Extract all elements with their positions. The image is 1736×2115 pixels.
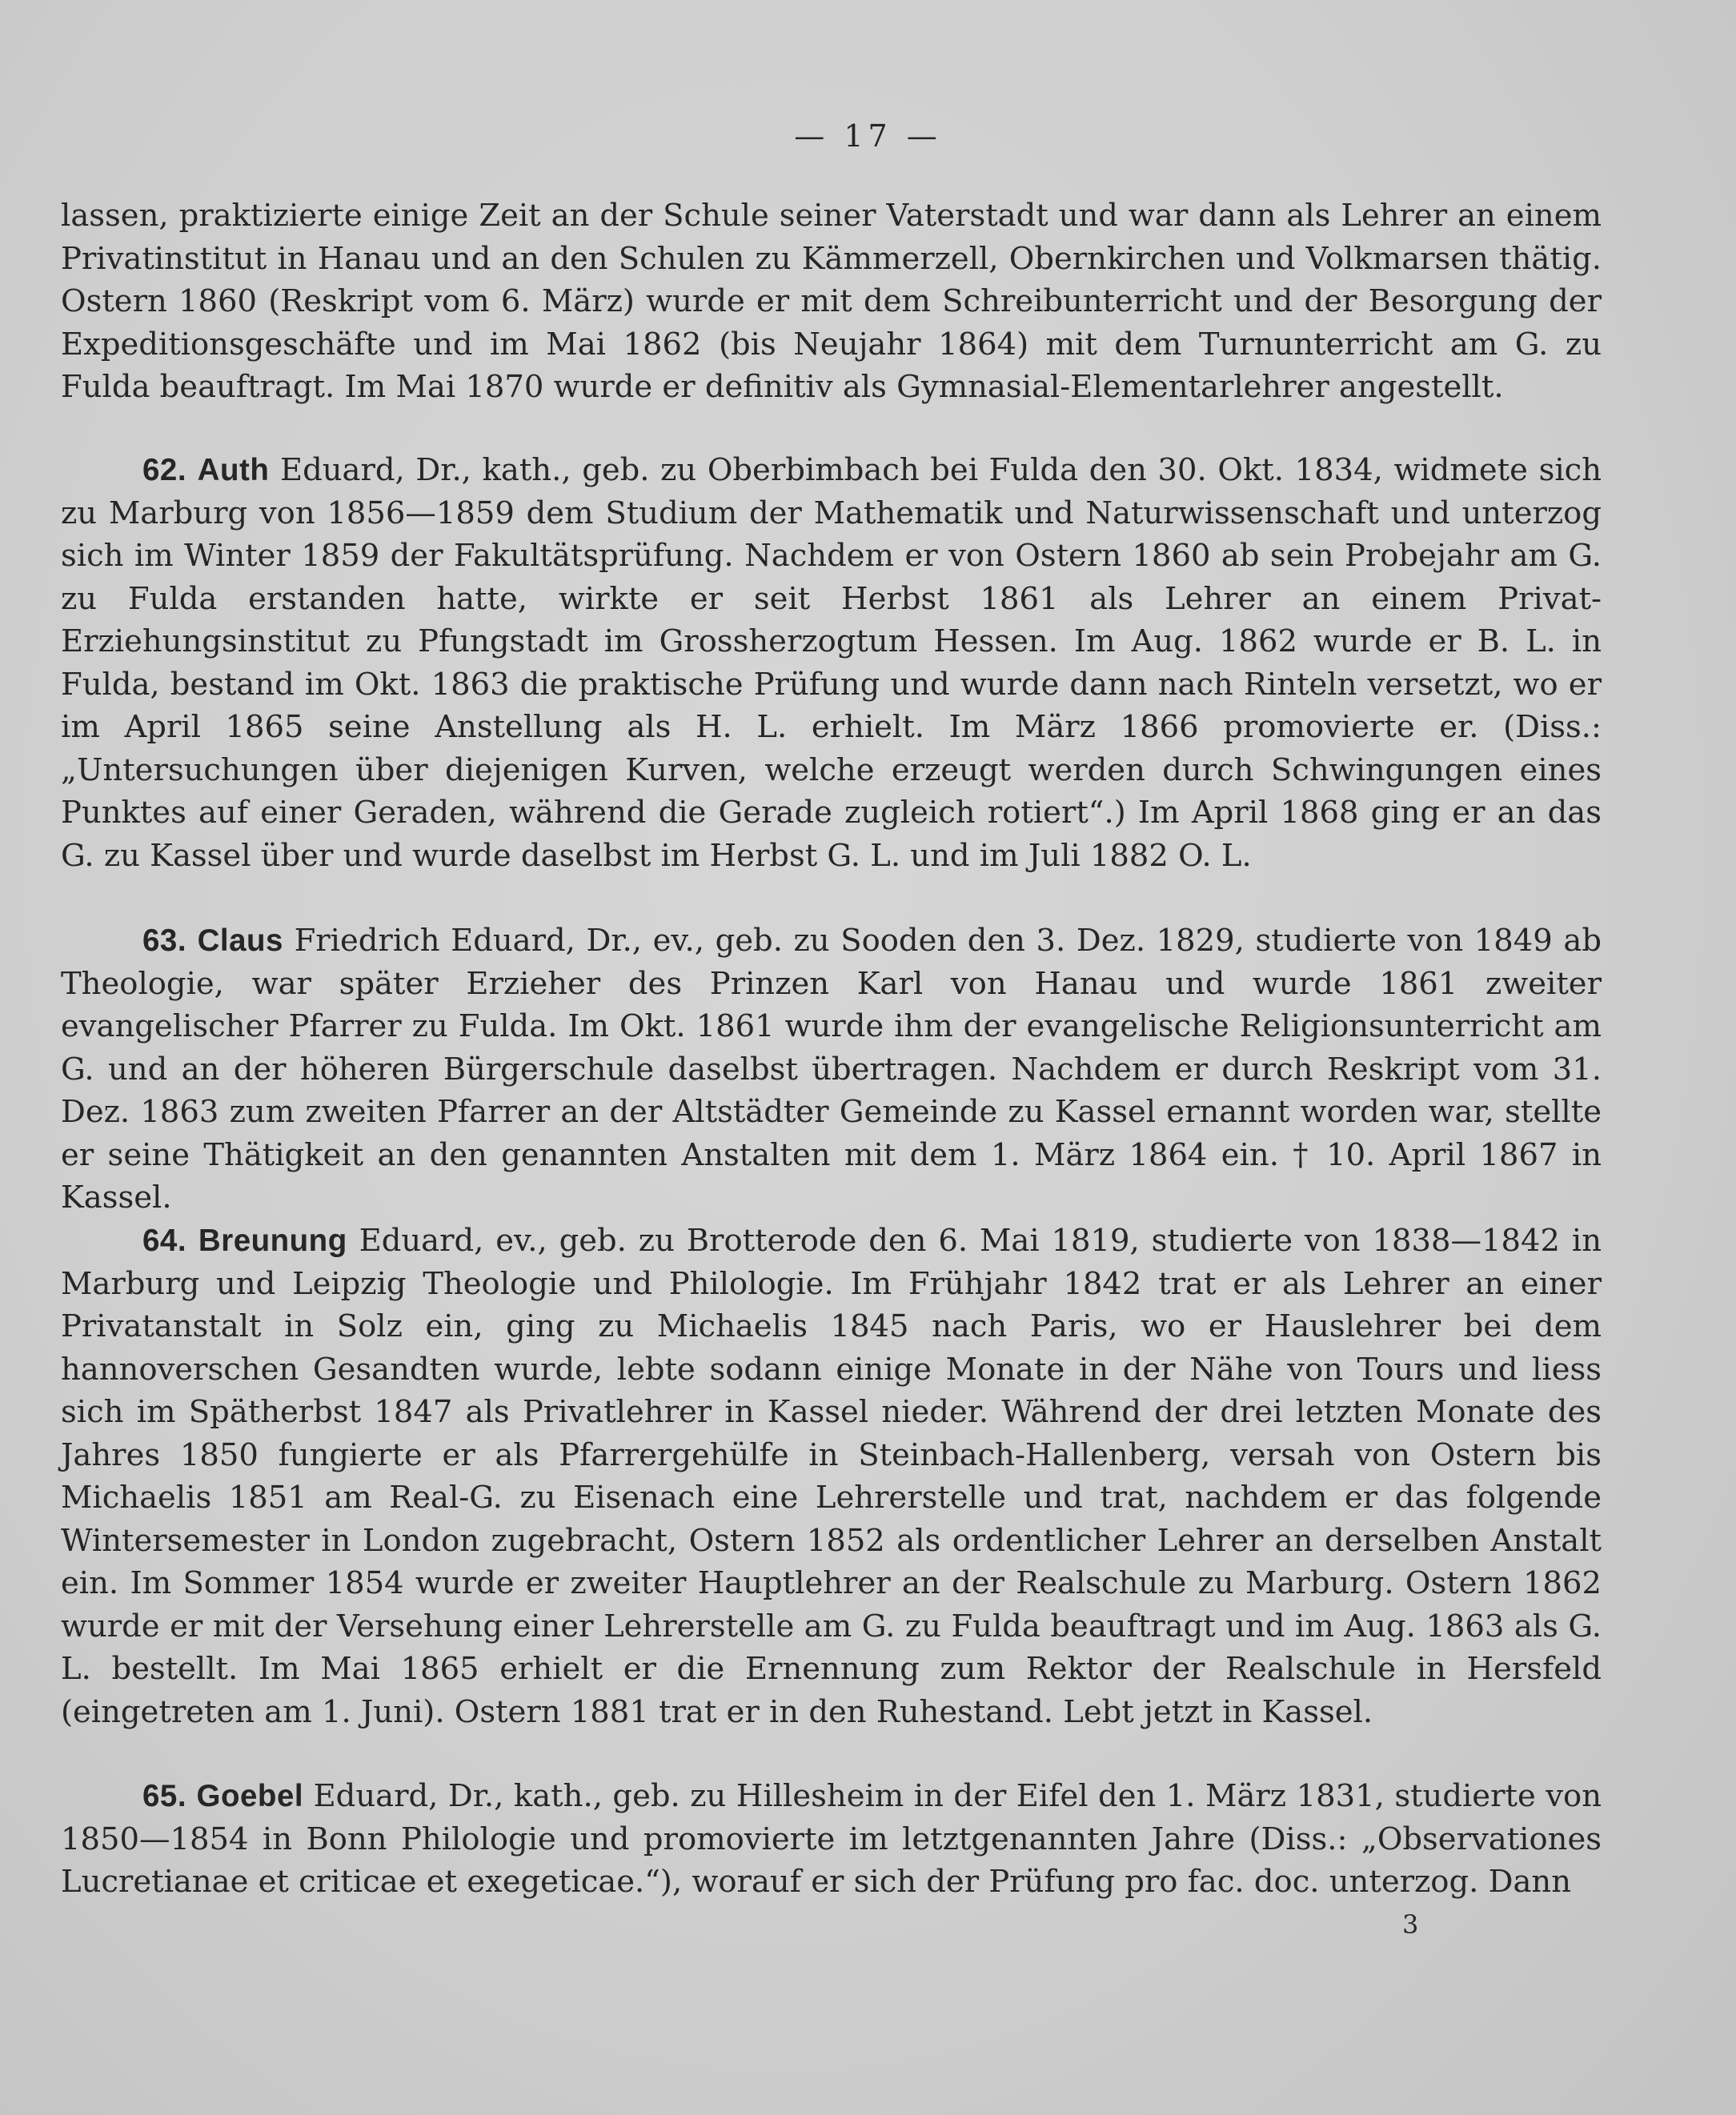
entry-number: 64.: [142, 1224, 187, 1258]
entry-name: Auth: [197, 453, 270, 487]
entry-number: 65.: [142, 1779, 187, 1813]
entry-name: Goebel: [196, 1779, 304, 1813]
entry-64: [61, 1220, 1602, 1733]
entry-text: Eduard, Dr., kath., geb. zu Oberbimbach bei Fulda den 30. Okt. 1834, widmete sich zu Marburg von 1856—1859 dem Studium der Mathematik und Naturwissenschaft und unterzog sich im Winter 1859 der Fakultätsprüfung. Nachdem er von Ostern 1860 ab sein Probejahr am G. zu Fulda erstanden hatte, wirkte er seit Herbst 1861 als Lehrer an einem Privat-Erziehungsinstitut zu Pfungstadt im Grossherzogtum Hessen. Im Aug. 1862 wurde er B. L. in Fulda, bestand im Okt. 1863 die praktische Prüfung und wurde dann nach Rinteln versetzt, wo er im April 1865 seine Anstellung als H. L. erhielt. Im März 1866 promovierte er. (Diss.: „Untersuchungen über diejenigen Kurven, welche erzeugt werden durch Schwingungen eines Punktes auf einer Geraden, während die Gerade zugleich rotiert“.) Im April 1868 ging er an das G. zu Kassel über und wurde daselbst im Herbst G. L. und im Juli 1882 O. L.: [61, 452, 1602, 874]
entry-63: [61, 919, 1602, 1220]
entry-name: Claus: [197, 923, 283, 958]
entry-text: Friedrich Eduard, Dr., ev., geb. zu Sooden den 3. Dez. 1829, studierte von 1849 ab Theologie, war später Erzieher des Prinzen Karl von Hanau und wurde 1861 zweiter evangelischer Pfarrer zu Fulda. Im Okt. 1861 wurde ihm der evangelische Religionsunterricht am G. und an der höheren Bürgerschule daselbst übertragen. Nachdem er durch Reskript vom 31. Dez. 1863 zum zweiten Pfarrer an der Altstädter Gemeinde zu Kassel ernannt worden war, stellte er seine Thätigkeit an den genannten Anstalten mit dem 1. März 1864 ein. † 10. April 1867 in Kassel.: [61, 923, 1602, 1216]
entry-number: 63.: [142, 923, 187, 958]
entry-text: Eduard, ev., geb. zu Brotterode den 6. Mai 1819, studierte von 1838—1842 in Marburg und Leipzig Theologie und Philologie. Im Frühjahr 1842 trat er als Lehrer an einer Privatanstalt in Solz ein, ging zu Michaelis 1845 nach Paris, wo er Hauslehrer bei dem hannoverschen Gesandten wurde, lebte sodann einige Monate in der Nähe von Tours und liess sich im Spätherbst 1847 als Privatlehrer in Kassel nieder. Während der drei letzten Monate des Jahres 1850 fungierte er als Pfarrergehülfe in Steinbach-Hallenberg, versah von Ostern bis Michaelis 1851 am Real-G. zu Eisenach eine Lehrerstelle und trat, nachdem er das folgende Wintersemester in London zugebracht, Ostern 1852 als ordentlicher Lehrer an derselben Anstalt ein. Im Sommer 1854 wurde er zweiter Hauptlehrer an der Realschule zu Marburg. Ostern 1862 wurde er mit der Versehung einer Lehrerstelle am G. zu Fulda beauftragt und im Aug. 1863 als G. L. bestellt. Im Mai 1865 erhielt er die Ernennung zum Rektor der Realschule in Hersfeld (eingetreten am 1. Juni). Ostern 1881 trat er in den Ruhestand. Lebt jetzt in Kassel.: [61, 1223, 1602, 1730]
entry-text: Eduard, Dr., kath., geb. zu Hillesheim in der Eifel den 1. März 1831, studierte von 1850—1854 in Bonn Philologie und promovierte im letztgenannten Jahre (Diss.: „Observationes Lucretianae et criticae et exegeticae.“), worauf er sich der Prüfung pro fac. doc. unterzog. Dann: [61, 1778, 1602, 1900]
entry-65: [61, 1775, 1602, 1904]
page-number: — 17 —: [794, 118, 942, 154]
entry-name: Breunung: [198, 1224, 347, 1258]
intro-paragraph: lassen, praktizierte einige Zeit an der Schule seiner Vaterstadt und war dann als Lehrer an einem Privatinstitut in Hanau und an den Schulen zu Kämmerzell, Obernkirchen und Volkmarsen thätig. Ostern 1860 (Reskript vom 6. März) wurde er mit dem Schreibunterricht und der Besorgung der Expeditionsgeschäfte und im Mai 1862 (bis Neujahr 1864) mit dem Turnunterricht am G. zu Fulda beauftragt. Im Mai 1870 wurde er definitiv als Gymnasial-Elementarlehrer angestellt.: [61, 198, 1602, 405]
entry-number: 62.: [142, 453, 187, 487]
signature-mark: 3: [1402, 1909, 1419, 1940]
entry-62: [61, 449, 1602, 877]
